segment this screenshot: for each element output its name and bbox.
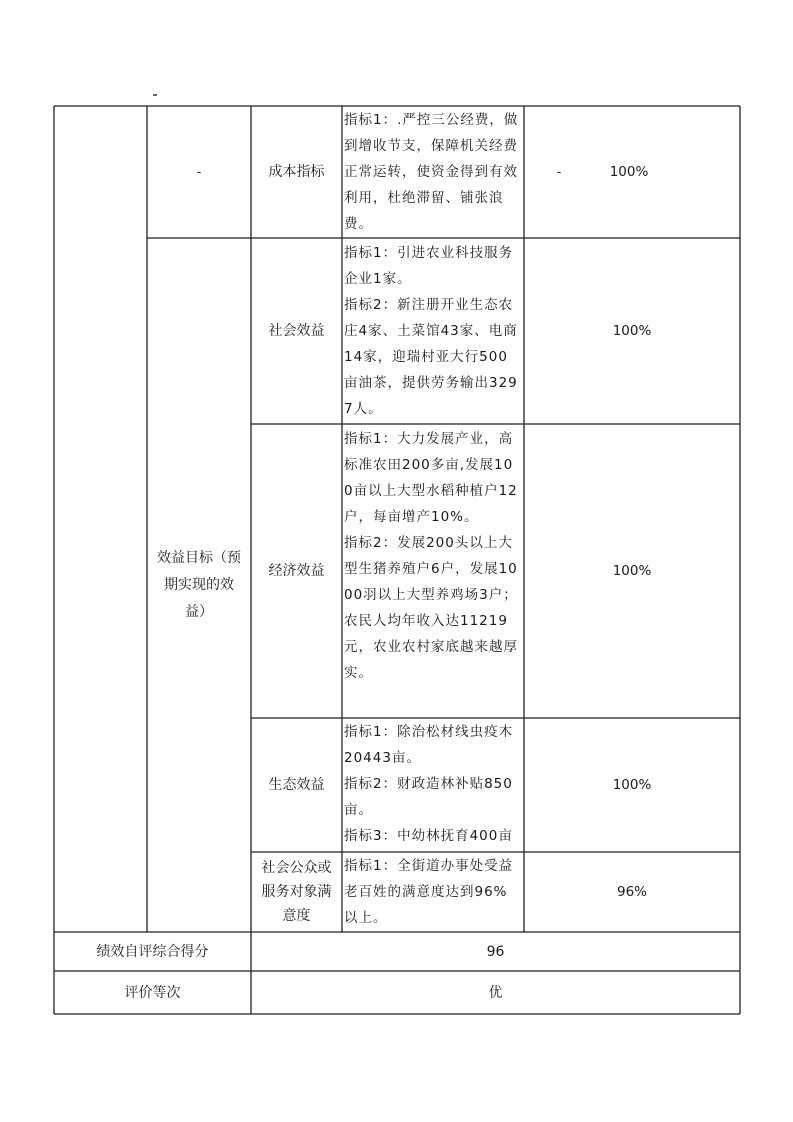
indicator-text-cost (342, 106, 524, 238)
score-label: 绩效自评综合得分 (96, 943, 209, 960)
grade-label: 评价等次 (124, 984, 181, 1001)
scan-mark (153, 94, 157, 96)
value-economic: 100% (612, 563, 652, 579)
indicator-type-satisfaction: 社会公众或服务对象满意度 (261, 860, 332, 924)
indicator-line: 指标1：大力发展产业，高标准农田200多亩,发展100亩以上大型水稻种植户12户，每亩增产10%。 (344, 431, 518, 525)
indicator-line: 指标1：.严控三公经费，做到增收节支，保障机关经费正常运转，使资金得到有效利用，杜绝滞留、铺张浪费。 (344, 112, 519, 232)
score-value: 96 (486, 943, 505, 960)
indicator-type-cost: 成本指标 (268, 164, 325, 180)
indicator-type-social: 社会效益 (268, 323, 325, 339)
indicator-line: 指标2：财政造林补贴850亩。 (344, 776, 513, 818)
indicator-type-ecological: 生态效益 (268, 777, 325, 793)
value-ecological: 100% (612, 777, 652, 793)
indicator-line: 指标1：除治松材线虫疫木20443亩。 (344, 724, 514, 766)
indicator-text-social (342, 238, 524, 424)
value-cost: 100% (609, 164, 649, 180)
indicator-line: 指标2：发展200头以上大型生猪养殖户6户，发展1000羽以上大型养鸡场3户；农民人均年收入达11219元，农业农村家底越来越厚实。 (344, 535, 518, 681)
grade-value: 优 (488, 984, 503, 1001)
indicator-line: 指标1：引进农业科技服务企业1家。 (344, 245, 514, 287)
benefit-category: 效益目标（预期实现的效益） (157, 549, 241, 620)
indicator-line: 指标1：全街道办事处受益老百姓的满意度达到96%以上。 (344, 858, 514, 926)
indicator-text-economic (342, 424, 524, 718)
row1-col4-dash: - (556, 165, 562, 179)
value-satisfaction: 96% (616, 884, 647, 900)
indicator-text-ecological (342, 718, 524, 852)
row1-col1-dash: - (196, 165, 202, 179)
indicator-line: 指标3：中幼林抚育400亩 (344, 828, 513, 844)
indicator-text-satisfaction (342, 852, 524, 932)
indicator-type-economic: 经济效益 (268, 563, 325, 579)
value-social: 100% (612, 323, 652, 339)
indicator-line: 指标2：新注册开业生态农庄4家、土菜馆43家、电商14家，迎瑞村亚大行500亩油茶，提供劳务输出3297人。 (344, 297, 518, 417)
